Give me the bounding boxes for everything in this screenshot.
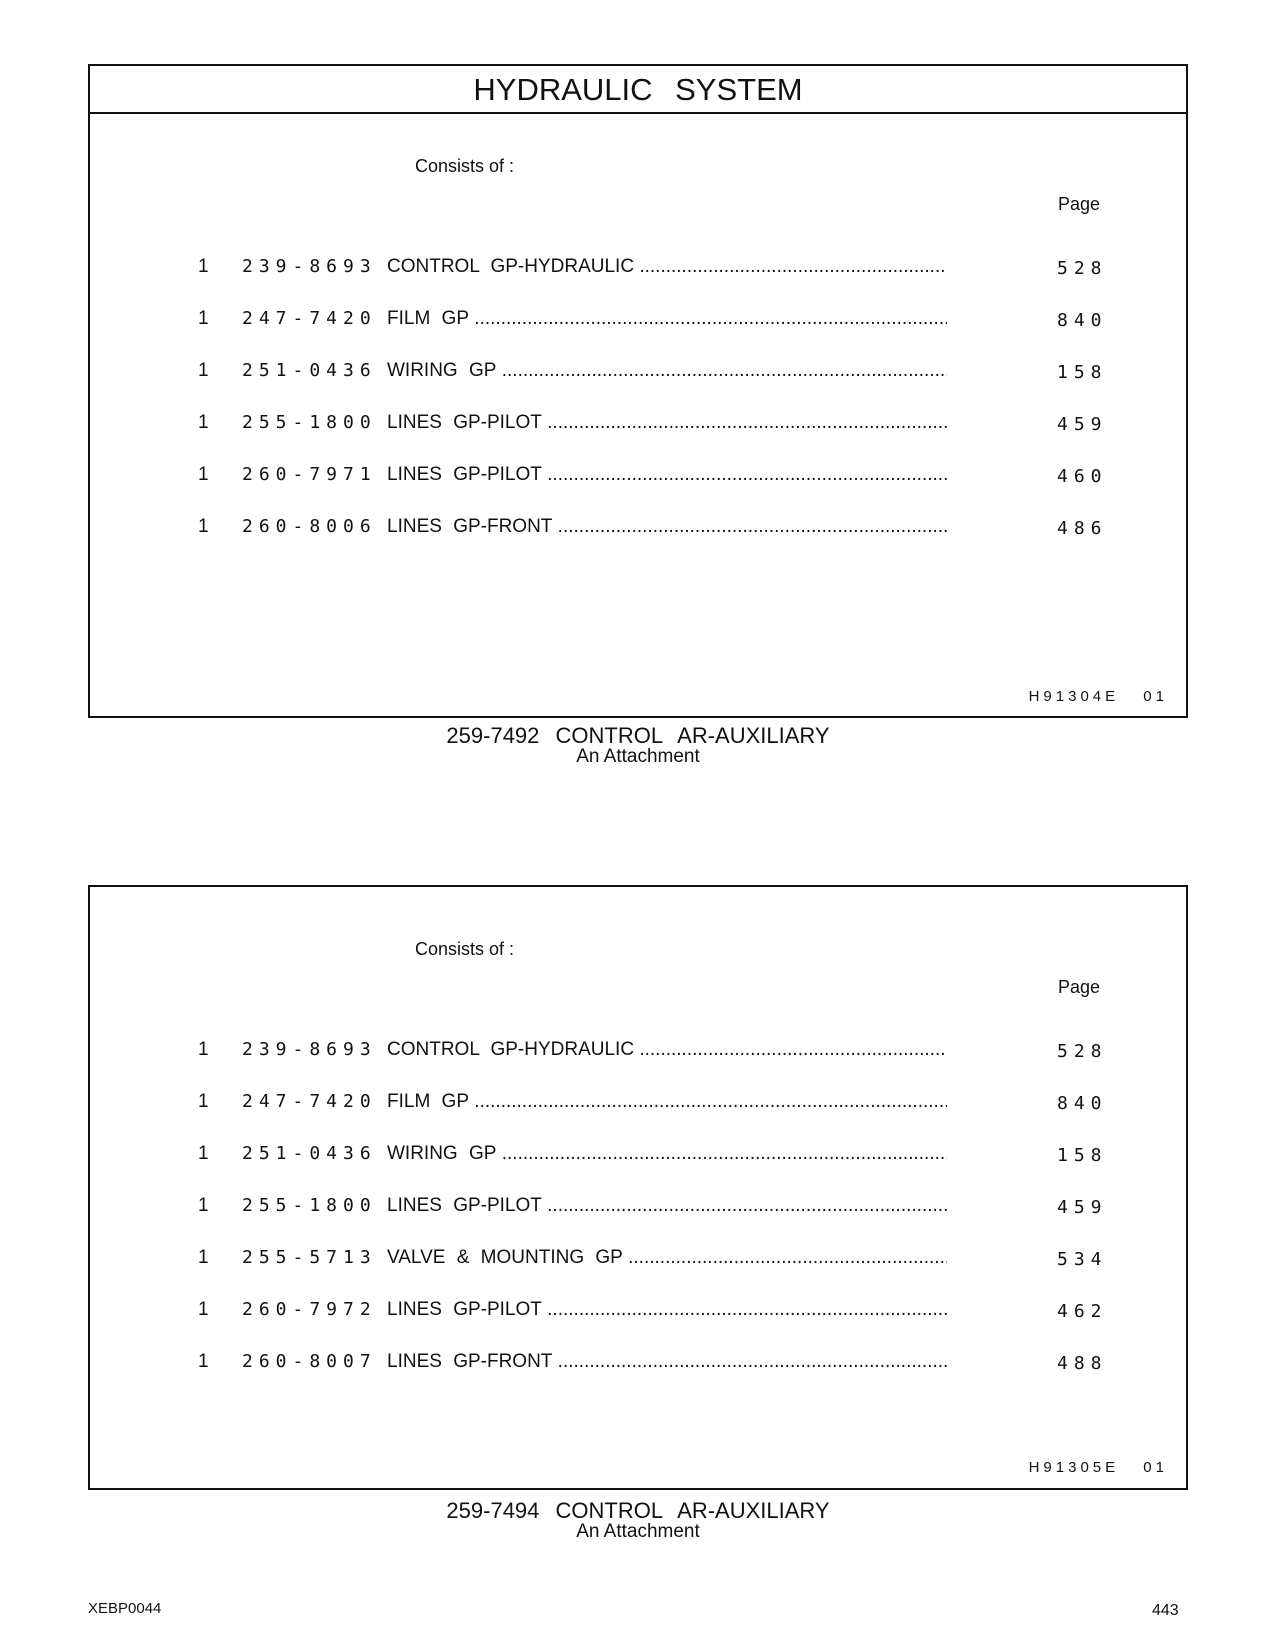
quantity: 1 bbox=[198, 412, 209, 433]
list-item bbox=[90, 1039, 1186, 1091]
part-description: LINES GP-PILOT ..... bbox=[387, 464, 947, 486]
list-item bbox=[90, 1247, 1186, 1299]
list-item bbox=[90, 464, 1186, 516]
part-number: 251-0436 bbox=[242, 360, 377, 381]
page-number: 443 bbox=[1152, 1602, 1179, 1619]
part-description: FILM GP ..... bbox=[387, 308, 947, 330]
part-number: 247-7420 bbox=[242, 1091, 377, 1112]
part-description: CONTROL GP-HYDRAULIC ..... bbox=[387, 1039, 947, 1061]
page-reference: 840 bbox=[1057, 310, 1108, 331]
parts-list bbox=[90, 1039, 1186, 1403]
parts-box-1 bbox=[88, 64, 1188, 718]
quantity: 1 bbox=[198, 1247, 209, 1268]
part-description: VALVE & MOUNTING GP ..... bbox=[387, 1247, 947, 1269]
quantity: 1 bbox=[198, 1351, 209, 1372]
part-number: 239-8693 bbox=[242, 1039, 377, 1060]
list-item bbox=[90, 308, 1186, 360]
part-number: 239-8693 bbox=[242, 256, 377, 277]
quantity: 1 bbox=[198, 1299, 209, 1320]
caption-2 bbox=[88, 1500, 1188, 1541]
page-reference: 158 bbox=[1057, 362, 1108, 383]
section-title: HYDRAULIC SYSTEM bbox=[473, 72, 803, 107]
part-number: 251-0436 bbox=[242, 1143, 377, 1164]
illustration-code: H91305E 01 bbox=[1028, 1459, 1168, 1476]
quantity: 1 bbox=[198, 464, 209, 485]
part-number: 255-1800 bbox=[242, 412, 377, 433]
list-item bbox=[90, 360, 1186, 412]
page-reference: 486 bbox=[1057, 518, 1108, 539]
page-reference: 158 bbox=[1057, 1145, 1108, 1166]
quantity: 1 bbox=[198, 516, 209, 537]
page-reference: 840 bbox=[1057, 1093, 1108, 1114]
list-item bbox=[90, 1299, 1186, 1351]
part-number: 247-7420 bbox=[242, 308, 377, 329]
quantity: 1 bbox=[198, 1039, 209, 1060]
consists-of-label: Consists of : bbox=[415, 939, 515, 959]
part-description: LINES GP-FRONT ..... bbox=[387, 516, 947, 538]
parts-list bbox=[90, 256, 1186, 568]
document-id: XEBP0044 bbox=[88, 1600, 162, 1617]
page-reference: 528 bbox=[1057, 258, 1108, 279]
consists-of-label: Consists of : bbox=[415, 156, 515, 176]
section-title-bar bbox=[90, 66, 1186, 114]
list-item bbox=[90, 516, 1186, 568]
quantity: 1 bbox=[198, 1143, 209, 1164]
part-number: 260-7971 bbox=[242, 464, 377, 485]
quantity: 1 bbox=[198, 256, 209, 277]
quantity: 1 bbox=[198, 360, 209, 381]
caption-subtitle: An Attachment bbox=[576, 746, 700, 767]
part-description: WIRING GP ..... bbox=[387, 1143, 947, 1165]
page-column-header: Page bbox=[1058, 194, 1101, 214]
caption-title: 259-7492 CONTROL AR-AUXILIARY bbox=[446, 723, 830, 748]
part-number: 260-7972 bbox=[242, 1299, 377, 1320]
caption-1 bbox=[88, 725, 1188, 766]
caption-title: 259-7494 CONTROL AR-AUXILIARY bbox=[446, 1498, 830, 1523]
page-reference: 488 bbox=[1057, 1353, 1108, 1374]
list-item bbox=[90, 1195, 1186, 1247]
parts-box-2 bbox=[88, 885, 1188, 1490]
part-description: LINES GP-FRONT ..... bbox=[387, 1351, 947, 1373]
page-reference: 459 bbox=[1057, 414, 1108, 435]
list-item bbox=[90, 1091, 1186, 1143]
list-item bbox=[90, 1143, 1186, 1195]
part-description: LINES GP-PILOT ..... bbox=[387, 412, 947, 434]
list-item bbox=[90, 256, 1186, 308]
part-number: 255-5713 bbox=[242, 1247, 377, 1268]
part-number: 260-8006 bbox=[242, 516, 377, 537]
illustration-code: H91304E 01 bbox=[1028, 688, 1168, 705]
page-reference: 462 bbox=[1057, 1301, 1108, 1322]
quantity: 1 bbox=[198, 1195, 209, 1216]
part-description: LINES GP-PILOT ..... bbox=[387, 1195, 947, 1217]
quantity: 1 bbox=[198, 308, 209, 329]
part-description: WIRING GP ..... bbox=[387, 360, 947, 382]
part-description: LINES GP-PILOT ..... bbox=[387, 1299, 947, 1321]
page-reference: 460 bbox=[1057, 466, 1108, 487]
page-reference: 528 bbox=[1057, 1041, 1108, 1062]
caption-subtitle: An Attachment bbox=[576, 1521, 700, 1542]
quantity: 1 bbox=[198, 1091, 209, 1112]
page-reference: 459 bbox=[1057, 1197, 1108, 1218]
list-item bbox=[90, 1351, 1186, 1403]
part-number: 255-1800 bbox=[242, 1195, 377, 1216]
page-column-header: Page bbox=[1058, 977, 1101, 997]
page-reference: 534 bbox=[1057, 1249, 1108, 1270]
part-number: 260-8007 bbox=[242, 1351, 377, 1372]
part-description: CONTROL GP-HYDRAULIC ..... bbox=[387, 256, 947, 278]
list-item bbox=[90, 412, 1186, 464]
part-description: FILM GP ..... bbox=[387, 1091, 947, 1113]
